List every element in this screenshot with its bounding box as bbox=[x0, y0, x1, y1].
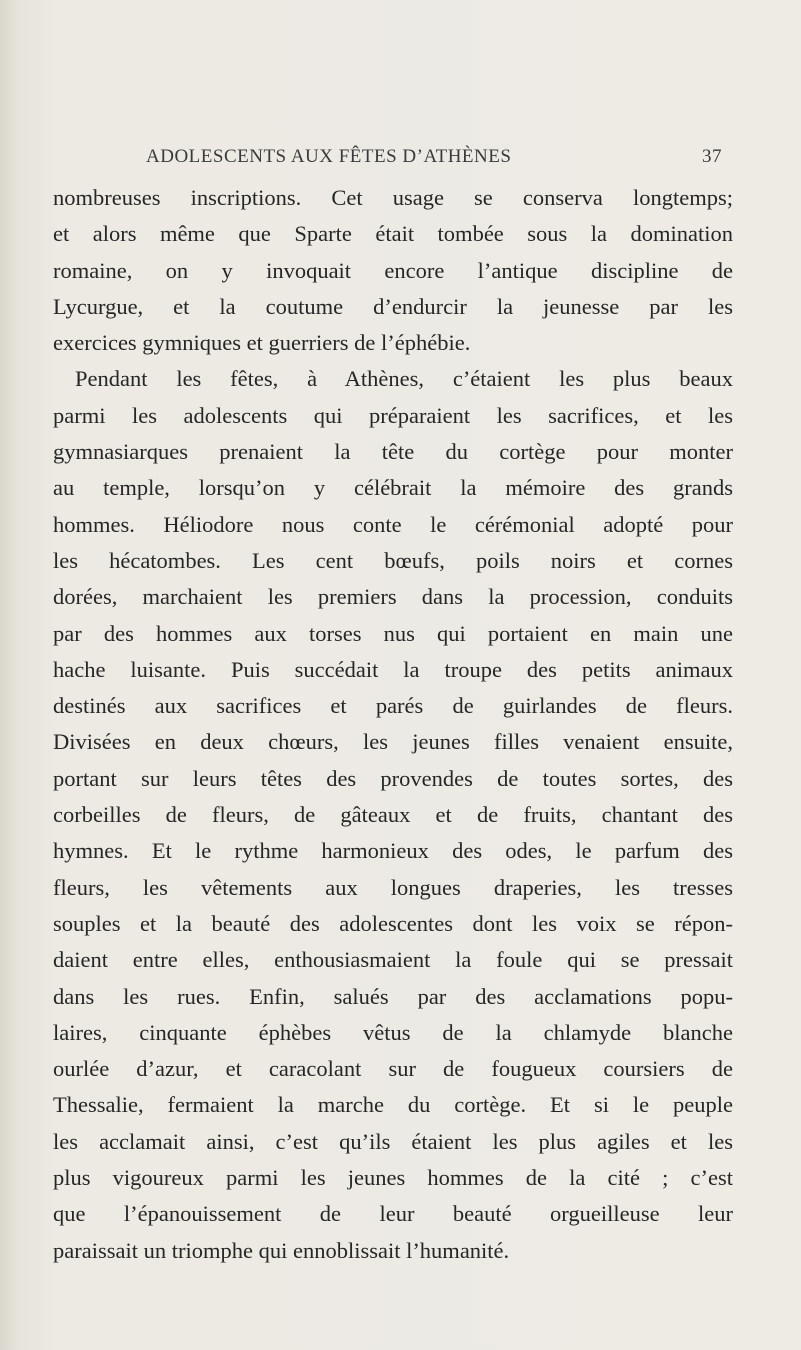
paragraph-end-line: paraissait un triomphe qui ennoblissait l’humanité. bbox=[53, 1237, 510, 1263]
text-line: et alors même que Sparte était tombée sous la domination bbox=[53, 221, 733, 247]
running-head bbox=[132, 146, 722, 172]
text-line: par des hommes aux torses nus qui portaient en main une bbox=[53, 620, 733, 646]
paragraph-start-line: Pendant les fêtes, à Athènes, c’étaient les plus beaux bbox=[75, 366, 733, 392]
running-title: ADOLESCENTS AUX FÊTES D’ATHÈNES bbox=[146, 146, 512, 167]
text-line: gymnasiarques prenaient la tête du cortège pour monter bbox=[53, 439, 733, 465]
text-line: les acclamait ainsi, c’est qu’ils étaient les plus agiles et les bbox=[53, 1128, 733, 1154]
text-line: hache luisante. Puis succédait la troupe des petits animaux bbox=[53, 656, 733, 682]
text-line: corbeilles de fleurs, de gâteaux et de fruits, chantant des bbox=[53, 802, 733, 828]
text-line: souples et la beauté des adolescentes dont les voix se répon- bbox=[53, 910, 733, 936]
text-line: dorées, marchaient les premiers dans la procession, conduits bbox=[53, 584, 733, 610]
text-line: portant sur leurs têtes des provendes de toutes sortes, des bbox=[53, 765, 733, 791]
text-line: Thessalie, fermaient la marche du cortège. Et si le peuple bbox=[53, 1092, 733, 1118]
text-line: plus vigoureux parmi les jeunes hommes de la cité ; c’est bbox=[53, 1165, 733, 1191]
text-line: Lycurgue, et la coutume d’endurcir la jeunesse par les bbox=[53, 293, 733, 319]
text-line: destinés aux sacrifices et parés de guirlandes de fleurs. bbox=[53, 693, 733, 719]
text-line: Divisées en deux chœurs, les jeunes filles venaient ensuite, bbox=[53, 729, 733, 755]
text-line: les hécatombes. Les cent bœufs, poils noirs et cornes bbox=[53, 547, 733, 573]
text-line: parmi les adolescents qui préparaient les sacrifices, et les bbox=[53, 402, 733, 428]
text-line: laires, cinquante éphèbes vêtus de la chlamyde blanche bbox=[53, 1019, 733, 1045]
text-line: dans les rues. Enfin, salués par des acclamations popu- bbox=[53, 983, 733, 1009]
text-line: ourlée d’azur, et caracolant sur de fougueux coursiers de bbox=[53, 1056, 733, 1082]
text-line: nombreuses inscriptions. Cet usage se conserva longtemps; bbox=[53, 185, 733, 210]
text-line: romaine, on y invoquait encore l’antique discipline de bbox=[53, 257, 733, 283]
text-line: fleurs, les vêtements aux longues draperies, les tresses bbox=[53, 874, 733, 900]
page-number: 37 bbox=[702, 146, 722, 167]
text-line: daient entre elles, enthousiasmaient la foule qui se pressait bbox=[53, 947, 733, 973]
paragraph-end-line: exercices gymniques et guerriers de l’éphébie. bbox=[53, 330, 471, 356]
text-line: au temple, lorsqu’on y célébrait la mémoire des grands bbox=[53, 475, 733, 501]
text-line: hommes. Héliodore nous conte le cérémonial adopté pour bbox=[53, 511, 733, 537]
text-line: que l’épanouissement de leur beauté orgueilleuse leur bbox=[53, 1201, 733, 1227]
body-text bbox=[53, 180, 733, 1269]
text-line: hymnes. Et le rythme harmonieux des odes, le parfum des bbox=[53, 838, 733, 864]
